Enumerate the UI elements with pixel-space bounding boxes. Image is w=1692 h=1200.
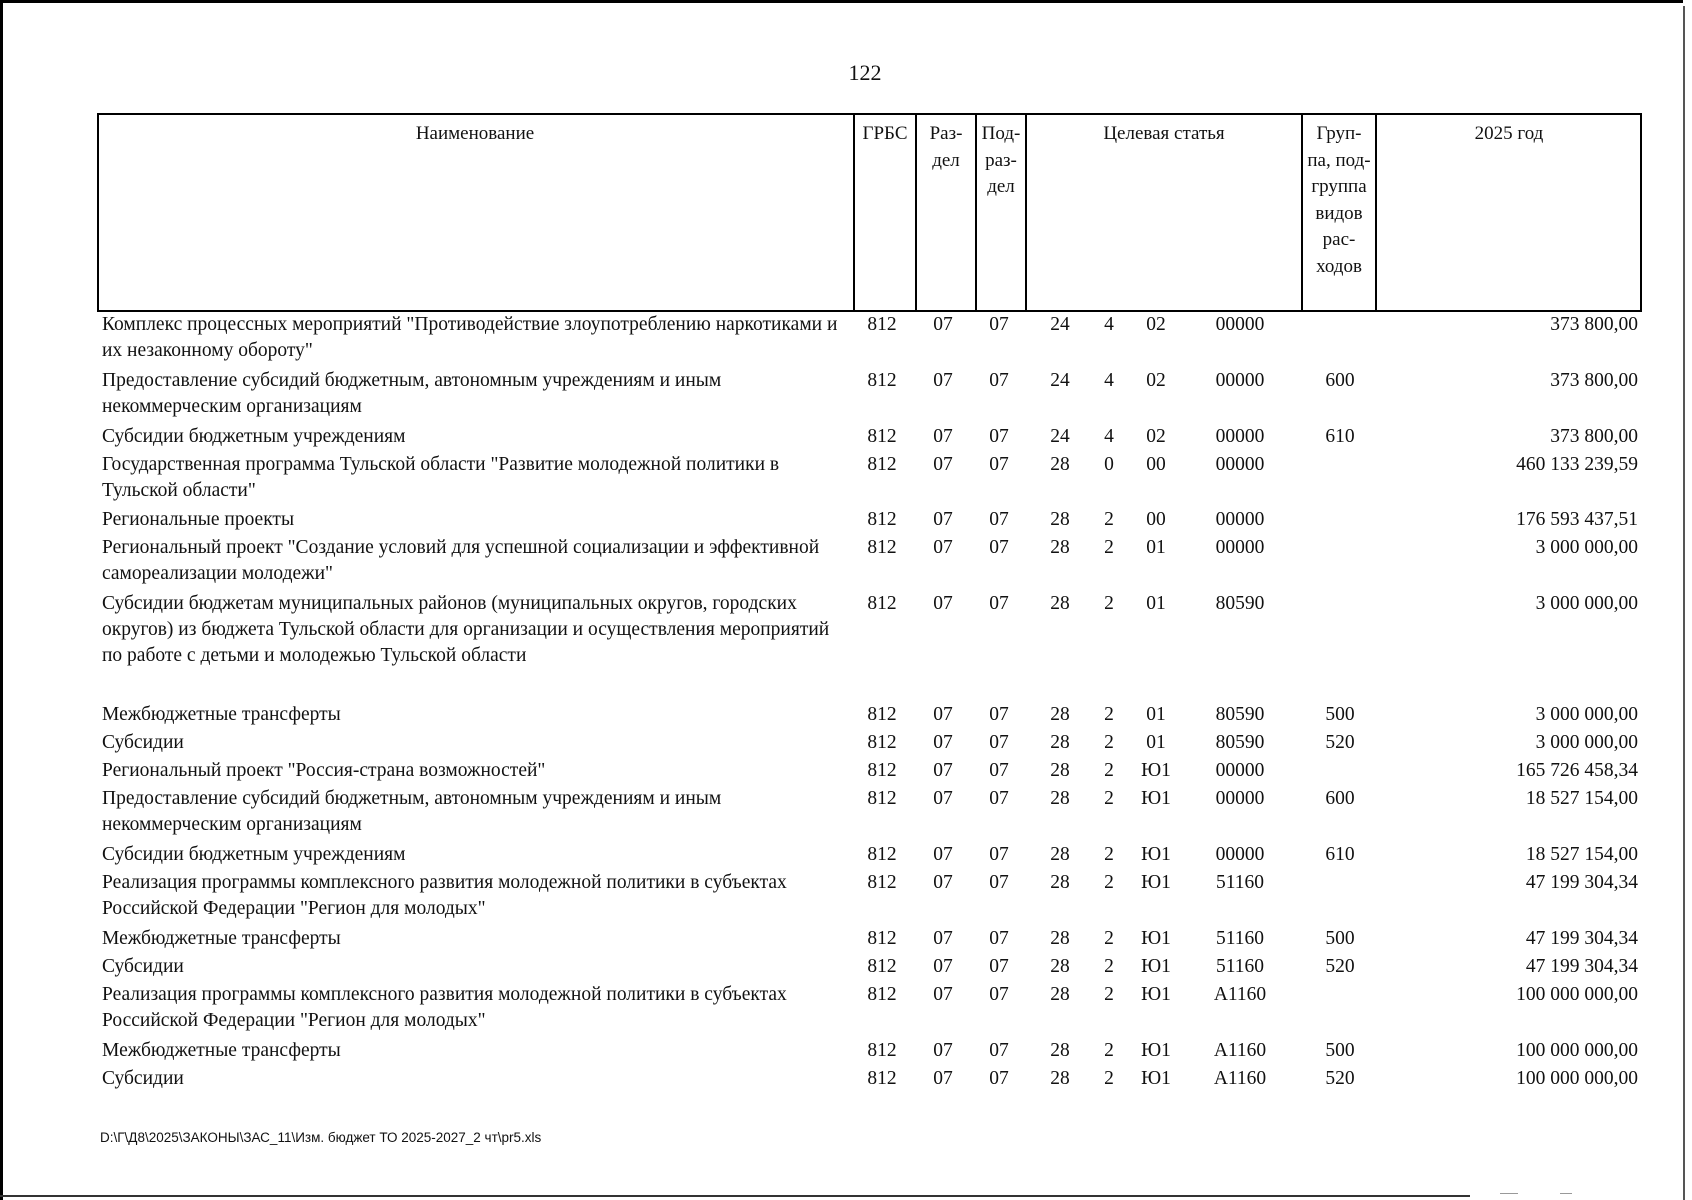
row-grbs: 812: [867, 593, 897, 614]
row-target-type: 2: [1104, 760, 1114, 781]
row-razdel: 07: [933, 928, 953, 949]
row-target-direction: 00000: [1215, 426, 1265, 447]
row-grbs: 812: [867, 984, 897, 1005]
row-name: Реализация программы комплексного развития молодежной политики в субъектах Российской Федерации "Регион для молодых": [102, 984, 787, 1031]
row-target-program: 28: [1050, 1068, 1070, 1089]
row-target-program: 28: [1050, 593, 1070, 614]
row-podrazdel: 07: [989, 844, 1009, 865]
row-podrazdel: 07: [989, 704, 1009, 725]
row-razdel: 07: [933, 872, 953, 893]
row-amount: 373 800,00: [1550, 370, 1638, 391]
row-razdel: 07: [933, 844, 953, 865]
row-amount: 100 000 000,00: [1516, 1068, 1638, 1089]
row-grbs: 812: [867, 537, 897, 558]
header-target-article: Целевая статья: [1103, 123, 1225, 144]
row-razdel: 07: [933, 1068, 953, 1089]
row-name: Субсидии бюджетным учреждениям: [102, 426, 406, 447]
row-grbs: 812: [867, 454, 897, 475]
row-expense-group: 520: [1325, 1068, 1355, 1089]
row-name: Реализация программы комплексного развития молодежной политики в субъектах Российской Федерации "Регион для молодых": [102, 872, 787, 919]
row-target-program: 28: [1050, 509, 1070, 530]
row-grbs: 812: [867, 844, 897, 865]
row-name: Региональные проекты: [102, 509, 295, 530]
row-target-program: 28: [1050, 928, 1070, 949]
header-podrazdel: Под- раз- дел: [981, 123, 1021, 197]
row-grbs: 812: [867, 426, 897, 447]
row-target-type: 4: [1104, 314, 1114, 335]
header-expense-group: Груп- па, под- группа видов рас- ходов: [1307, 123, 1371, 277]
row-name: Региональный проект "Россия-страна возможностей": [102, 760, 546, 781]
row-amount: 460 133 239,59: [1516, 454, 1638, 475]
row-target-event: Ю1: [1141, 844, 1171, 865]
row-podrazdel: 07: [989, 760, 1009, 781]
row-target-type: 0: [1104, 454, 1114, 475]
row-target-program: 24: [1050, 370, 1070, 391]
row-target-event: Ю1: [1141, 760, 1171, 781]
row-grbs: 812: [867, 1068, 897, 1089]
row-target-event: 02: [1146, 426, 1166, 447]
row-razdel: 07: [933, 537, 953, 558]
row-target-type: 2: [1104, 956, 1114, 977]
row-target-direction: 51160: [1215, 872, 1265, 893]
row-target-type: 2: [1104, 984, 1114, 1005]
row-target-type: 2: [1104, 788, 1114, 809]
page-border-bottom-dash: [1560, 1193, 1572, 1194]
row-grbs: 812: [867, 704, 897, 725]
row-name: Комплекс процессных мероприятий "Противодействие злоупотреблению наркотиками и их незаконному обороту": [102, 314, 838, 361]
row-grbs: 812: [867, 872, 897, 893]
row-razdel: 07: [933, 509, 953, 530]
row-target-event: Ю1: [1141, 1040, 1171, 1061]
row-target-event: Ю1: [1141, 872, 1171, 893]
row-target-direction: 00000: [1215, 760, 1265, 781]
row-podrazdel: 07: [989, 314, 1009, 335]
row-razdel: 07: [933, 314, 953, 335]
file-path-footer: D:\Г\Д8\2025\ЗАКОНЫ\ЗАС_11\Изм. бюджет ТО 2025-2027_2 чт\pr5.xls: [100, 1130, 542, 1145]
row-name: Предоставление субсидий бюджетным, автономным учреждениям и иным некоммерческим организациям: [102, 788, 722, 835]
row-target-program: 28: [1050, 788, 1070, 809]
row-target-direction: А1160: [1213, 984, 1267, 1005]
row-target-program: 28: [1050, 454, 1070, 475]
row-razdel: 07: [933, 1040, 953, 1061]
row-grbs: 812: [867, 956, 897, 977]
row-target-direction: 80590: [1215, 732, 1265, 753]
page-border-bottom-dash: [1500, 1193, 1518, 1194]
row-razdel: 07: [933, 593, 953, 614]
row-target-event: 01: [1146, 732, 1166, 753]
row-target-event: Ю1: [1141, 1068, 1171, 1089]
row-target-event: Ю1: [1141, 928, 1171, 949]
row-expense-group: 520: [1325, 956, 1355, 977]
row-name: Субсидии: [102, 732, 184, 753]
row-amount: 47 199 304,34: [1525, 956, 1638, 977]
page-number: 122: [848, 60, 882, 85]
row-name: Субсидии бюджетным учреждениям: [102, 844, 406, 865]
row-target-type: 2: [1104, 1040, 1114, 1061]
row-podrazdel: 07: [989, 454, 1009, 475]
row-podrazdel: 07: [989, 732, 1009, 753]
row-target-program: 24: [1050, 426, 1070, 447]
row-target-direction: 00000: [1215, 537, 1265, 558]
row-grbs: 812: [867, 370, 897, 391]
row-podrazdel: 07: [989, 872, 1009, 893]
row-amount: 176 593 437,51: [1516, 509, 1638, 530]
row-target-type: 2: [1104, 593, 1114, 614]
row-target-program: 28: [1050, 537, 1070, 558]
row-target-direction: 00000: [1215, 454, 1265, 475]
header-name: Наименование: [415, 123, 535, 144]
row-podrazdel: 07: [989, 788, 1009, 809]
row-name: Межбюджетные трансферты: [102, 1040, 341, 1061]
row-expense-group: 500: [1325, 1040, 1355, 1061]
row-target-event: Ю1: [1141, 984, 1171, 1005]
row-podrazdel: 07: [989, 984, 1009, 1005]
row-razdel: 07: [933, 426, 953, 447]
row-razdel: 07: [933, 984, 953, 1005]
header-year: 2025 год: [1474, 123, 1544, 144]
row-target-program: 28: [1050, 704, 1070, 725]
row-target-type: 2: [1104, 872, 1114, 893]
row-target-event: Ю1: [1141, 956, 1171, 977]
row-target-direction: 00000: [1215, 314, 1265, 335]
row-grbs: 812: [867, 788, 897, 809]
row-amount: 3 000 000,00: [1535, 537, 1638, 558]
row-target-type: 2: [1104, 537, 1114, 558]
row-target-direction: А1160: [1213, 1040, 1267, 1061]
row-target-type: 2: [1104, 509, 1114, 530]
row-target-event: 02: [1146, 314, 1166, 335]
row-target-direction: 51160: [1215, 928, 1265, 949]
row-expense-group: 610: [1325, 844, 1355, 865]
row-expense-group: 500: [1325, 704, 1355, 725]
row-target-type: 2: [1104, 1068, 1114, 1089]
row-target-type: 2: [1104, 928, 1114, 949]
header-grbs: ГРБС: [862, 123, 908, 144]
row-podrazdel: 07: [989, 593, 1009, 614]
row-target-direction: 80590: [1215, 593, 1265, 614]
row-podrazdel: 07: [989, 370, 1009, 391]
row-podrazdel: 07: [989, 1040, 1009, 1061]
row-amount: 47 199 304,34: [1525, 872, 1638, 893]
row-amount: 3 000 000,00: [1535, 704, 1638, 725]
page-border-right: [1683, 6, 1685, 1200]
row-razdel: 07: [933, 454, 953, 475]
row-name: Межбюджетные трансферты: [102, 928, 341, 949]
row-grbs: 812: [867, 928, 897, 949]
row-target-direction: А1160: [1213, 1068, 1267, 1089]
row-target-type: 2: [1104, 704, 1114, 725]
row-grbs: 812: [867, 314, 897, 335]
table-header: [97, 113, 1642, 312]
row-grbs: 812: [867, 732, 897, 753]
row-target-event: 01: [1146, 704, 1166, 725]
row-target-type: 2: [1104, 844, 1114, 865]
row-target-program: 28: [1050, 1040, 1070, 1061]
row-grbs: 812: [867, 1040, 897, 1061]
row-razdel: 07: [933, 732, 953, 753]
row-target-type: 4: [1104, 370, 1114, 391]
row-target-event: 01: [1146, 593, 1166, 614]
row-target-program: 24: [1050, 314, 1070, 335]
row-target-event: Ю1: [1141, 788, 1171, 809]
row-razdel: 07: [933, 370, 953, 391]
row-name: Субсидии: [102, 1068, 184, 1089]
row-expense-group: 600: [1325, 788, 1355, 809]
row-expense-group: 600: [1325, 370, 1355, 391]
row-razdel: 07: [933, 788, 953, 809]
row-amount: 100 000 000,00: [1516, 984, 1638, 1005]
row-name: Субсидии бюджетам муниципальных районов (муниципальных округов, городских округов) из бюджета Тульской области для организации и осуществления мероприятий по работе с детьми и молодежью Тульской области: [102, 593, 830, 666]
row-target-type: 2: [1104, 732, 1114, 753]
row-amount: 165 726 458,34: [1516, 760, 1638, 781]
row-podrazdel: 07: [989, 1068, 1009, 1089]
row-name: Государственная программа Тульской области "Развитие молодежной политики в Тульской области": [102, 454, 780, 501]
row-target-direction: 00000: [1215, 844, 1265, 865]
row-target-direction: 00000: [1215, 370, 1265, 391]
row-target-program: 28: [1050, 984, 1070, 1005]
row-razdel: 07: [933, 760, 953, 781]
row-expense-group: 520: [1325, 732, 1355, 753]
row-podrazdel: 07: [989, 509, 1009, 530]
row-amount: 47 199 304,34: [1525, 928, 1638, 949]
row-amount: 3 000 000,00: [1535, 732, 1638, 753]
row-amount: 3 000 000,00: [1535, 593, 1638, 614]
row-name: Региональный проект "Создание условий для успешной социализации и эффективной самореализации молодежи": [102, 537, 820, 584]
page-border-left: [0, 0, 3, 1200]
row-name: Предоставление субсидий бюджетным, автономным учреждениям и иным некоммерческим организациям: [102, 370, 722, 417]
row-expense-group: 500: [1325, 928, 1355, 949]
page-border-bottom: [0, 1195, 1470, 1197]
row-target-direction: 80590: [1215, 704, 1265, 725]
row-target-program: 28: [1050, 844, 1070, 865]
row-name: Субсидии: [102, 956, 184, 977]
row-amount: 18 527 154,00: [1525, 788, 1638, 809]
row-target-event: 02: [1146, 370, 1166, 391]
row-target-type: 4: [1104, 426, 1114, 447]
row-podrazdel: 07: [989, 426, 1009, 447]
row-amount: 100 000 000,00: [1516, 1040, 1638, 1061]
row-grbs: 812: [867, 760, 897, 781]
header-razdel: Раз- дел: [929, 123, 963, 171]
row-podrazdel: 07: [989, 537, 1009, 558]
row-podrazdel: 07: [989, 928, 1009, 949]
row-amount: 373 800,00: [1550, 314, 1638, 335]
row-target-event: 00: [1146, 509, 1166, 530]
row-target-direction: 51160: [1215, 956, 1265, 977]
row-target-event: 00: [1146, 454, 1166, 475]
row-target-direction: 00000: [1215, 788, 1265, 809]
row-target-program: 28: [1050, 760, 1070, 781]
row-name: Межбюджетные трансферты: [102, 704, 341, 725]
row-grbs: 812: [867, 509, 897, 530]
row-target-program: 28: [1050, 732, 1070, 753]
row-target-program: 28: [1050, 872, 1070, 893]
row-target-direction: 00000: [1215, 509, 1265, 530]
row-amount: 18 527 154,00: [1525, 844, 1638, 865]
page-border-top: [0, 0, 1683, 3]
row-target-program: 28: [1050, 956, 1070, 977]
row-razdel: 07: [933, 704, 953, 725]
row-target-event: 01: [1146, 537, 1166, 558]
row-amount: 373 800,00: [1550, 426, 1638, 447]
row-razdel: 07: [933, 956, 953, 977]
row-expense-group: 610: [1325, 426, 1355, 447]
row-podrazdel: 07: [989, 956, 1009, 977]
